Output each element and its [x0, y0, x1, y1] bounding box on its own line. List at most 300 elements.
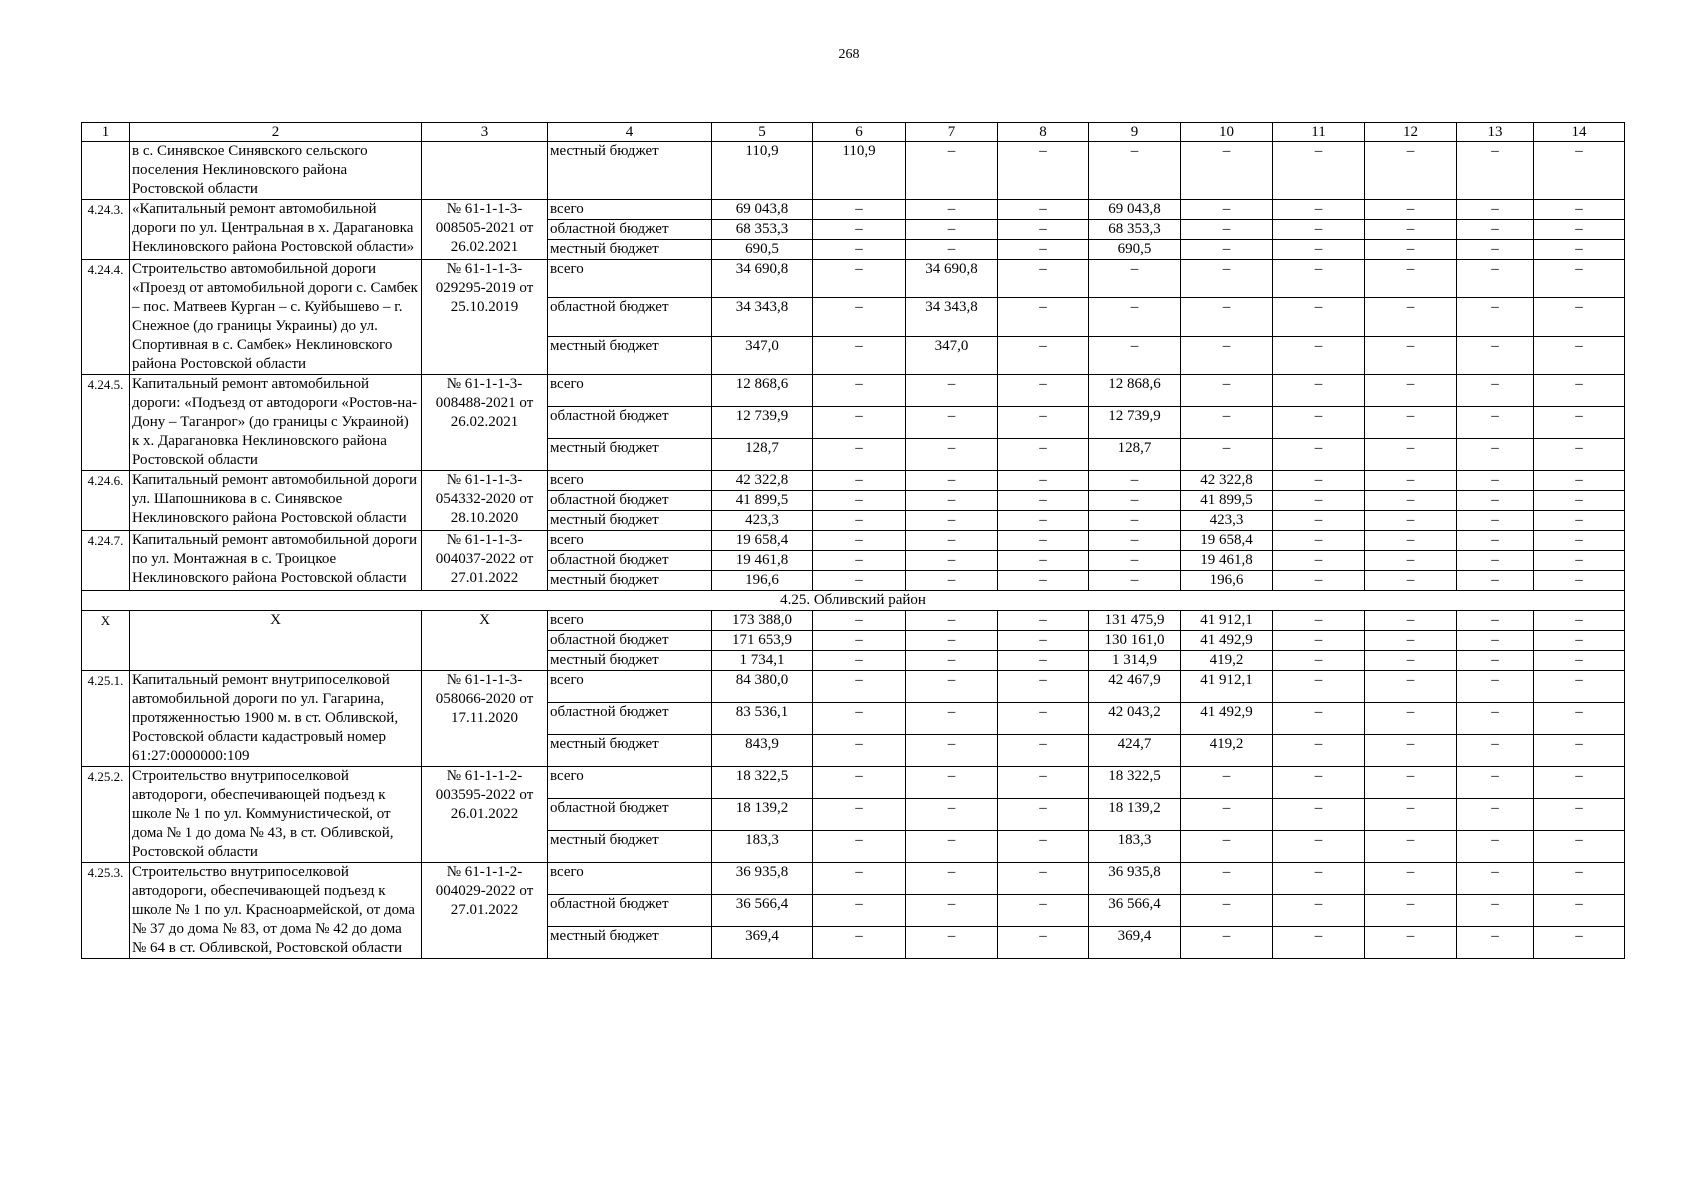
- funding-source: местный бюджет: [548, 927, 712, 959]
- item-number: Х: [82, 611, 130, 671]
- empty-value-dash: –: [1457, 439, 1534, 471]
- empty-value-dash: –: [998, 671, 1089, 703]
- amount-value: 369,4: [712, 927, 813, 959]
- empty-value-dash: –: [1273, 671, 1365, 703]
- empty-value-dash: –: [1273, 571, 1365, 591]
- empty-value-dash: –: [1365, 491, 1457, 511]
- empty-value-dash: –: [1273, 631, 1365, 651]
- empty-value-dash: –: [813, 863, 906, 895]
- empty-value-dash: –: [813, 220, 906, 240]
- item-number: 4.24.7.: [82, 531, 130, 591]
- empty-value-dash: –: [1534, 491, 1625, 511]
- empty-value-dash: –: [1089, 571, 1181, 591]
- empty-value-dash: –: [906, 927, 998, 959]
- amount-value: 12 868,6: [712, 375, 813, 407]
- empty-value-dash: –: [998, 336, 1089, 374]
- empty-value-dash: –: [1457, 671, 1534, 703]
- amount-value: 183,3: [712, 831, 813, 863]
- empty-value-dash: –: [1534, 298, 1625, 336]
- empty-value-dash: –: [906, 375, 998, 407]
- empty-value-dash: –: [998, 471, 1089, 491]
- empty-value-dash: –: [1534, 551, 1625, 571]
- expertise-document: № 61-1-1-3-004037-2022 от 27.01.2022: [422, 531, 548, 591]
- amount-value: 424,7: [1089, 735, 1181, 767]
- empty-value-dash: –: [1181, 240, 1273, 260]
- empty-value-dash: –: [998, 651, 1089, 671]
- amount-value: 1 314,9: [1089, 651, 1181, 671]
- table-row: [82, 611, 1625, 631]
- empty-value-dash: –: [1457, 336, 1534, 374]
- empty-value-dash: –: [1457, 767, 1534, 799]
- column-number: 1: [82, 123, 130, 142]
- empty-value-dash: –: [906, 471, 998, 491]
- empty-value-dash: –: [1534, 571, 1625, 591]
- amount-value: 68 353,3: [1089, 220, 1181, 240]
- empty-value-dash: –: [998, 511, 1089, 531]
- empty-value-dash: –: [1534, 220, 1625, 240]
- amount-value: 128,7: [1089, 439, 1181, 471]
- empty-value-dash: –: [998, 611, 1089, 631]
- funding-source: областной бюджет: [548, 631, 712, 651]
- empty-value-dash: –: [1181, 767, 1273, 799]
- empty-value-dash: –: [1365, 927, 1457, 959]
- empty-value-dash: –: [813, 260, 906, 298]
- amount-value: 18 139,2: [1089, 799, 1181, 831]
- object-name: Строительство автомобильной дороги «Проезд от автомобильной дороги с. Самбек – пос. Матвеев Курган – с. Куйбышево – г. Снежное (до границы Украины) до ул. Спортивная в с. Самбек» Неклиновского района Ростовской области: [130, 260, 422, 375]
- empty-value-dash: –: [906, 611, 998, 631]
- empty-value-dash: –: [1273, 471, 1365, 491]
- empty-value-dash: –: [813, 671, 906, 703]
- object-name: Капитальный ремонт автомобильной дороги по ул. Монтажная в с. Троицкое Неклиновского района Ростовской области: [130, 531, 422, 591]
- empty-value-dash: –: [906, 220, 998, 240]
- empty-value-dash: –: [998, 799, 1089, 831]
- empty-value-dash: –: [998, 531, 1089, 551]
- empty-value-dash: –: [1457, 551, 1534, 571]
- object-name: в с. Синявское Синявского сельского поселения Неклиновского района Ростовской области: [130, 142, 422, 200]
- item-number: 4.24.6.: [82, 471, 130, 531]
- empty-value-dash: –: [1534, 767, 1625, 799]
- funding-source: областной бюджет: [548, 895, 712, 927]
- amount-value: 690,5: [712, 240, 813, 260]
- empty-value-dash: –: [998, 571, 1089, 591]
- empty-value-dash: –: [1457, 142, 1534, 200]
- empty-value-dash: –: [1534, 703, 1625, 735]
- column-number: 3: [422, 123, 548, 142]
- empty-value-dash: –: [1457, 571, 1534, 591]
- empty-value-dash: –: [1365, 531, 1457, 551]
- column-number-row: [82, 123, 1625, 142]
- amount-value: 110,9: [813, 142, 906, 200]
- funding-source: областной бюджет: [548, 220, 712, 240]
- amount-value: 41 899,5: [712, 491, 813, 511]
- expertise-document: № 61-1-1-2-004029-2022 от 27.01.2022: [422, 863, 548, 959]
- amount-value: 34 343,8: [712, 298, 813, 336]
- empty-value-dash: –: [1089, 471, 1181, 491]
- empty-value-dash: –: [1365, 551, 1457, 571]
- empty-value-dash: –: [1534, 927, 1625, 959]
- object-name: Строительство внутрипоселковой автодороги, обеспечивающей подъезд к школе № 1 по ул. Коммунистической, от дома № 1 до дома № 43, в ст. Обливской, Ростовской области: [130, 767, 422, 863]
- table-row: [82, 767, 1625, 799]
- amount-value: 36 566,4: [1089, 895, 1181, 927]
- column-number: 8: [998, 123, 1089, 142]
- empty-value-dash: –: [1365, 260, 1457, 298]
- empty-value-dash: –: [813, 298, 906, 336]
- empty-value-dash: –: [1534, 611, 1625, 631]
- amount-value: 196,6: [712, 571, 813, 591]
- table-row: [82, 471, 1625, 491]
- empty-value-dash: –: [1273, 531, 1365, 551]
- column-number: 6: [813, 123, 906, 142]
- empty-value-dash: –: [1457, 375, 1534, 407]
- table-row: [82, 863, 1625, 895]
- object-name: Капитальный ремонт автомобильной дороги ул. Шапошникова в с. Синявское Неклиновского района Ростовской области: [130, 471, 422, 531]
- item-number: [82, 142, 130, 200]
- amount-value: 42 322,8: [1181, 471, 1273, 491]
- column-number: 10: [1181, 123, 1273, 142]
- funding-source: местный бюджет: [548, 439, 712, 471]
- empty-value-dash: –: [1181, 260, 1273, 298]
- column-number: 13: [1457, 123, 1534, 142]
- empty-value-dash: –: [1365, 651, 1457, 671]
- funding-source: областной бюджет: [548, 491, 712, 511]
- amount-value: 36 935,8: [712, 863, 813, 895]
- empty-value-dash: –: [1181, 895, 1273, 927]
- amount-value: 843,9: [712, 735, 813, 767]
- empty-value-dash: –: [1089, 336, 1181, 374]
- amount-value: 183,3: [1089, 831, 1181, 863]
- empty-value-dash: –: [1534, 799, 1625, 831]
- empty-value-dash: –: [906, 200, 998, 220]
- empty-value-dash: –: [1457, 260, 1534, 298]
- table-row: [82, 375, 1625, 407]
- empty-value-dash: –: [1273, 200, 1365, 220]
- empty-value-dash: –: [1534, 531, 1625, 551]
- empty-value-dash: –: [1457, 895, 1534, 927]
- amount-value: 19 461,8: [712, 551, 813, 571]
- section-row: [82, 591, 1625, 611]
- empty-value-dash: –: [813, 703, 906, 735]
- empty-value-dash: –: [1365, 439, 1457, 471]
- amount-value: 369,4: [1089, 927, 1181, 959]
- amount-value: 34 690,8: [712, 260, 813, 298]
- amount-value: 130 161,0: [1089, 631, 1181, 651]
- empty-value-dash: –: [906, 703, 998, 735]
- empty-value-dash: –: [998, 491, 1089, 511]
- empty-value-dash: –: [1181, 407, 1273, 439]
- empty-value-dash: –: [1365, 336, 1457, 374]
- empty-value-dash: –: [1273, 260, 1365, 298]
- amount-value: 12 739,9: [712, 407, 813, 439]
- empty-value-dash: –: [1181, 298, 1273, 336]
- empty-value-dash: –: [906, 799, 998, 831]
- empty-value-dash: –: [998, 863, 1089, 895]
- empty-value-dash: –: [1365, 831, 1457, 863]
- amount-value: 18 322,5: [712, 767, 813, 799]
- empty-value-dash: –: [1534, 831, 1625, 863]
- empty-value-dash: –: [1181, 863, 1273, 895]
- empty-value-dash: –: [1365, 200, 1457, 220]
- empty-value-dash: –: [1181, 831, 1273, 863]
- empty-value-dash: –: [1365, 240, 1457, 260]
- empty-value-dash: –: [1457, 298, 1534, 336]
- amount-value: 19 658,4: [1181, 531, 1273, 551]
- empty-value-dash: –: [1089, 531, 1181, 551]
- empty-value-dash: –: [813, 735, 906, 767]
- empty-value-dash: –: [1273, 551, 1365, 571]
- item-number: 4.25.1.: [82, 671, 130, 767]
- empty-value-dash: –: [1181, 142, 1273, 200]
- funding-source: местный бюджет: [548, 651, 712, 671]
- empty-value-dash: –: [998, 703, 1089, 735]
- empty-value-dash: –: [1457, 240, 1534, 260]
- empty-value-dash: –: [813, 799, 906, 831]
- amount-value: 19 658,4: [712, 531, 813, 551]
- empty-value-dash: –: [998, 142, 1089, 200]
- column-number: 14: [1534, 123, 1625, 142]
- empty-value-dash: –: [1089, 491, 1181, 511]
- amount-value: 110,9: [712, 142, 813, 200]
- empty-value-dash: –: [998, 439, 1089, 471]
- empty-value-dash: –: [1365, 895, 1457, 927]
- empty-value-dash: –: [813, 611, 906, 631]
- empty-value-dash: –: [998, 200, 1089, 220]
- empty-value-dash: –: [1273, 491, 1365, 511]
- item-number: 4.25.2.: [82, 767, 130, 863]
- empty-value-dash: –: [998, 551, 1089, 571]
- empty-value-dash: –: [1534, 407, 1625, 439]
- amount-value: 1 734,1: [712, 651, 813, 671]
- empty-value-dash: –: [998, 220, 1089, 240]
- funding-source: всего: [548, 200, 712, 220]
- empty-value-dash: –: [813, 767, 906, 799]
- empty-value-dash: –: [1181, 439, 1273, 471]
- empty-value-dash: –: [1273, 703, 1365, 735]
- expertise-document: № 61-1-1-3-008505-2021 от 26.02.2021: [422, 200, 548, 260]
- empty-value-dash: –: [1365, 375, 1457, 407]
- empty-value-dash: –: [998, 927, 1089, 959]
- funding-source: местный бюджет: [548, 142, 712, 200]
- amount-value: 42 467,9: [1089, 671, 1181, 703]
- column-number: 4: [548, 123, 712, 142]
- empty-value-dash: –: [906, 491, 998, 511]
- empty-value-dash: –: [1273, 927, 1365, 959]
- empty-value-dash: –: [1457, 200, 1534, 220]
- empty-value-dash: –: [1457, 407, 1534, 439]
- empty-value-dash: –: [1534, 439, 1625, 471]
- empty-value-dash: –: [1181, 220, 1273, 240]
- empty-value-dash: –: [1365, 571, 1457, 591]
- amount-value: 12 739,9: [1089, 407, 1181, 439]
- table-row: [82, 531, 1625, 551]
- column-number: 5: [712, 123, 813, 142]
- empty-value-dash: –: [906, 831, 998, 863]
- empty-value-dash: –: [906, 631, 998, 651]
- empty-value-dash: –: [906, 531, 998, 551]
- empty-value-dash: –: [1273, 375, 1365, 407]
- empty-value-dash: –: [1534, 200, 1625, 220]
- amount-value: 36 935,8: [1089, 863, 1181, 895]
- funding-source: местный бюджет: [548, 240, 712, 260]
- empty-value-dash: –: [998, 631, 1089, 651]
- amount-value: 42 322,8: [712, 471, 813, 491]
- empty-value-dash: –: [998, 735, 1089, 767]
- budget-table: [81, 122, 1625, 959]
- empty-value-dash: –: [1365, 298, 1457, 336]
- funding-source: всего: [548, 671, 712, 703]
- amount-value: 128,7: [712, 439, 813, 471]
- amount-value: 41 492,9: [1181, 631, 1273, 651]
- empty-value-dash: –: [906, 240, 998, 260]
- empty-value-dash: –: [813, 491, 906, 511]
- funding-source: всего: [548, 531, 712, 551]
- item-number: 4.24.3.: [82, 200, 130, 260]
- empty-value-dash: –: [998, 298, 1089, 336]
- empty-value-dash: –: [813, 531, 906, 551]
- funding-source: областной бюджет: [548, 407, 712, 439]
- empty-value-dash: –: [1365, 142, 1457, 200]
- expertise-document: [422, 142, 548, 200]
- empty-value-dash: –: [906, 142, 998, 200]
- empty-value-dash: –: [1181, 375, 1273, 407]
- empty-value-dash: –: [813, 407, 906, 439]
- empty-value-dash: –: [906, 863, 998, 895]
- empty-value-dash: –: [998, 407, 1089, 439]
- column-number: 9: [1089, 123, 1181, 142]
- empty-value-dash: –: [998, 260, 1089, 298]
- funding-source: всего: [548, 611, 712, 631]
- empty-value-dash: –: [906, 735, 998, 767]
- empty-value-dash: –: [813, 631, 906, 651]
- amount-value: 34 343,8: [906, 298, 998, 336]
- empty-value-dash: –: [998, 375, 1089, 407]
- empty-value-dash: –: [1273, 799, 1365, 831]
- empty-value-dash: –: [1534, 142, 1625, 200]
- empty-value-dash: –: [1534, 651, 1625, 671]
- empty-value-dash: –: [1365, 407, 1457, 439]
- empty-value-dash: –: [1273, 895, 1365, 927]
- empty-value-dash: –: [1457, 863, 1534, 895]
- empty-value-dash: –: [1273, 651, 1365, 671]
- amount-value: 41 912,1: [1181, 671, 1273, 703]
- amount-value: 419,2: [1181, 735, 1273, 767]
- object-name: Капитальный ремонт автомобильной дороги: «Подъезд от автодороги «Ростов-на-Дону – Таганрог» (до границы с Украиной) к х. Дарагановка Неклиновского района Ростовской области: [130, 375, 422, 471]
- item-number: 4.24.4.: [82, 260, 130, 375]
- amount-value: 196,6: [1181, 571, 1273, 591]
- funding-source: областной бюджет: [548, 551, 712, 571]
- empty-value-dash: –: [1457, 703, 1534, 735]
- empty-value-dash: –: [998, 895, 1089, 927]
- empty-value-dash: –: [998, 767, 1089, 799]
- column-number: 11: [1273, 123, 1365, 142]
- empty-value-dash: –: [1534, 471, 1625, 491]
- empty-value-dash: –: [1365, 220, 1457, 240]
- funding-source: областной бюджет: [548, 703, 712, 735]
- empty-value-dash: –: [813, 375, 906, 407]
- amount-value: 18 322,5: [1089, 767, 1181, 799]
- table-row: [82, 671, 1625, 703]
- empty-value-dash: –: [813, 471, 906, 491]
- empty-value-dash: –: [1365, 863, 1457, 895]
- empty-value-dash: –: [813, 831, 906, 863]
- funding-source: всего: [548, 375, 712, 407]
- empty-value-dash: –: [813, 336, 906, 374]
- expertise-document: № 61-1-1-3-054332-2020 от 28.10.2020: [422, 471, 548, 531]
- amount-value: 19 461,8: [1181, 551, 1273, 571]
- empty-value-dash: –: [813, 927, 906, 959]
- empty-value-dash: –: [1365, 799, 1457, 831]
- table-row: [82, 260, 1625, 298]
- empty-value-dash: –: [813, 651, 906, 671]
- empty-value-dash: –: [1457, 611, 1534, 631]
- empty-value-dash: –: [1365, 511, 1457, 531]
- amount-value: 68 353,3: [712, 220, 813, 240]
- amount-value: 18 139,2: [712, 799, 813, 831]
- empty-value-dash: –: [1534, 631, 1625, 651]
- empty-value-dash: –: [1365, 703, 1457, 735]
- funding-source: всего: [548, 863, 712, 895]
- empty-value-dash: –: [906, 439, 998, 471]
- expertise-document: № 61-1-1-3-058066-2020 от 17.11.2020: [422, 671, 548, 767]
- amount-value: 69 043,8: [1089, 200, 1181, 220]
- amount-value: 347,0: [906, 336, 998, 374]
- empty-value-dash: –: [1273, 863, 1365, 895]
- empty-value-dash: –: [813, 200, 906, 220]
- object-name: «Капитальный ремонт автомобильной дороги по ул. Центральная в х. Дарагановка Неклиновского района Ростовской области»: [130, 200, 422, 260]
- amount-value: 173 388,0: [712, 611, 813, 631]
- item-number: 4.24.5.: [82, 375, 130, 471]
- empty-value-dash: –: [813, 511, 906, 531]
- empty-value-dash: –: [1181, 336, 1273, 374]
- empty-value-dash: –: [906, 571, 998, 591]
- empty-value-dash: –: [1534, 671, 1625, 703]
- empty-value-dash: –: [1273, 220, 1365, 240]
- empty-value-dash: –: [813, 571, 906, 591]
- table-body: [82, 123, 1625, 959]
- empty-value-dash: –: [1273, 407, 1365, 439]
- empty-value-dash: –: [906, 511, 998, 531]
- empty-value-dash: –: [1089, 551, 1181, 571]
- empty-value-dash: –: [1534, 735, 1625, 767]
- funding-source: местный бюджет: [548, 831, 712, 863]
- funding-source: местный бюджет: [548, 735, 712, 767]
- empty-value-dash: –: [1365, 611, 1457, 631]
- empty-value-dash: –: [1273, 511, 1365, 531]
- empty-value-dash: –: [1457, 735, 1534, 767]
- funding-source: всего: [548, 260, 712, 298]
- empty-value-dash: –: [1273, 336, 1365, 374]
- column-number: 2: [130, 123, 422, 142]
- funding-source: всего: [548, 471, 712, 491]
- column-number: 7: [906, 123, 998, 142]
- amount-value: 42 043,2: [1089, 703, 1181, 735]
- empty-value-dash: –: [1089, 142, 1181, 200]
- empty-value-dash: –: [1457, 511, 1534, 531]
- amount-value: 131 475,9: [1089, 611, 1181, 631]
- empty-value-dash: –: [1534, 260, 1625, 298]
- empty-value-dash: –: [1365, 735, 1457, 767]
- empty-value-dash: –: [1273, 142, 1365, 200]
- empty-value-dash: –: [1089, 511, 1181, 531]
- empty-value-dash: –: [1273, 831, 1365, 863]
- funding-source: областной бюджет: [548, 298, 712, 336]
- empty-value-dash: –: [1089, 298, 1181, 336]
- empty-value-dash: –: [906, 767, 998, 799]
- item-number: 4.25.3.: [82, 863, 130, 959]
- empty-value-dash: –: [1365, 671, 1457, 703]
- empty-value-dash: –: [1457, 631, 1534, 651]
- empty-value-dash: –: [813, 551, 906, 571]
- empty-value-dash: –: [1273, 298, 1365, 336]
